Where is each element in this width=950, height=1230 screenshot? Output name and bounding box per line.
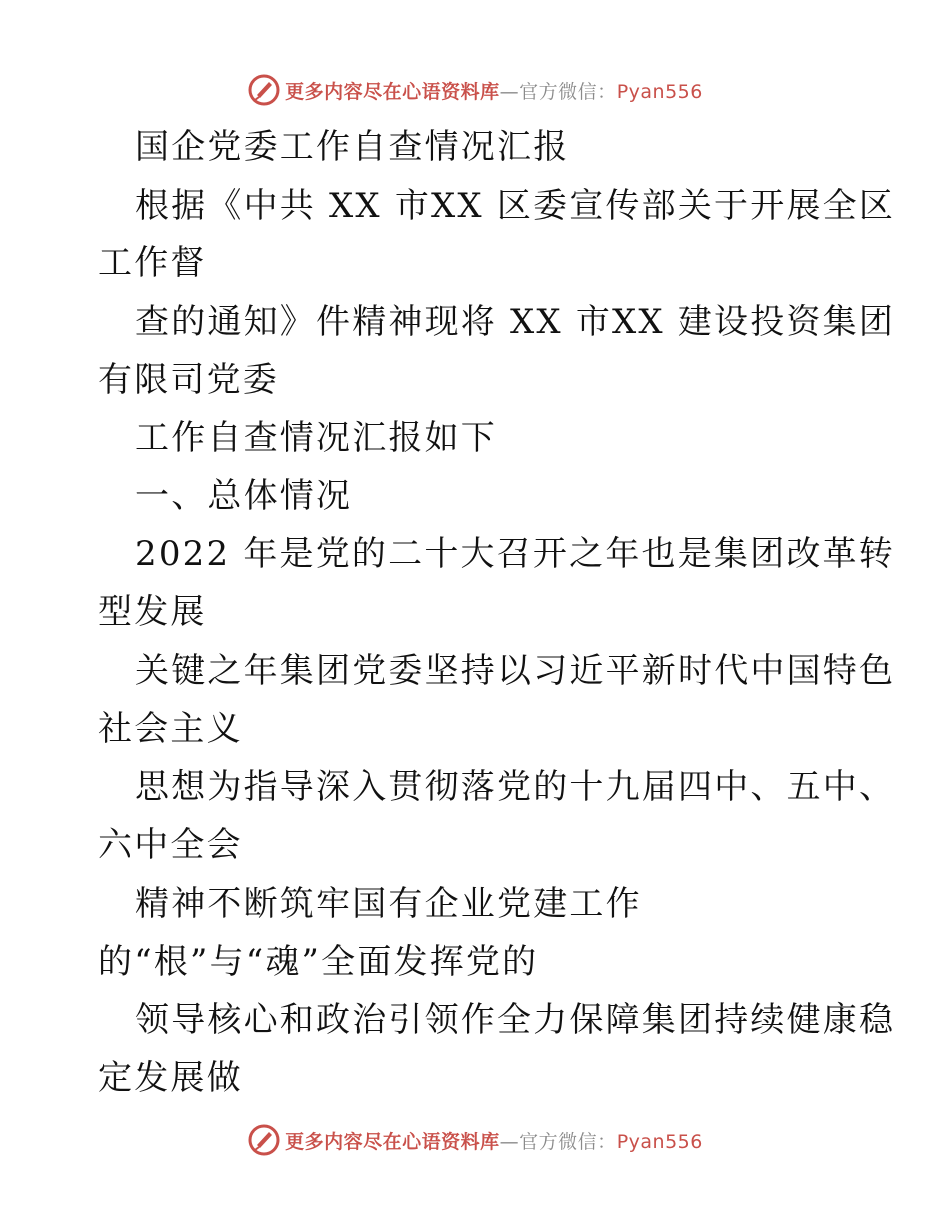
paragraph-line: 根据《中共 XX 市XX 区委宣传部关于开展全区	[135, 186, 896, 226]
watermark-banner-top	[0, 70, 950, 110]
paragraph-line: 有限司党委	[98, 360, 279, 400]
paragraph-line: 工作自查情况汇报如下	[135, 418, 497, 458]
paragraph-line: 六中全会	[98, 825, 243, 865]
paragraph-line: 工作督	[98, 243, 207, 283]
paragraph-line: 查的通知》件精神现将 XX 市XX 建设投资集团	[135, 302, 896, 342]
paragraph-line: 领导核心和政治引领作全力保障集团持续健康稳	[135, 1000, 896, 1040]
logo-icon	[247, 73, 281, 107]
paragraph-line: 精神不断筑牢国有企业党建工作	[135, 884, 642, 924]
paragraph-line: 2022 年是党的二十大召开之年也是集团改革转	[135, 534, 895, 574]
logo-icon	[247, 1123, 281, 1157]
watermark-wechat-label: —官方微信：	[499, 1130, 617, 1153]
section-heading: 一、总体情况	[135, 476, 353, 516]
paragraph-line: 思想为指导深入贯彻落党的十九届四中、五中、	[135, 767, 896, 807]
watermark-wechat-id: Pyan556	[616, 80, 703, 103]
watermark-title: 更多内容尽在心语资料库	[285, 1130, 500, 1153]
paragraph-line: 社会主义	[98, 709, 243, 749]
document-title: 国企党委工作自查情况汇报	[135, 127, 570, 167]
watermark-wechat-label: —官方微信：	[499, 80, 617, 103]
paragraph-line: 的“根”与“魂”全面发挥党的	[98, 942, 539, 982]
watermark-banner-bottom	[0, 1120, 950, 1160]
paragraph-line: 定发展做	[98, 1058, 243, 1098]
paragraph-line: 型发展	[98, 592, 207, 632]
watermark-title: 更多内容尽在心语资料库	[285, 80, 500, 103]
watermark-wechat-id: Pyan556	[616, 1130, 703, 1153]
paragraph-line: 关键之年集团党委坚持以习近平新时代中国特色	[135, 651, 896, 691]
